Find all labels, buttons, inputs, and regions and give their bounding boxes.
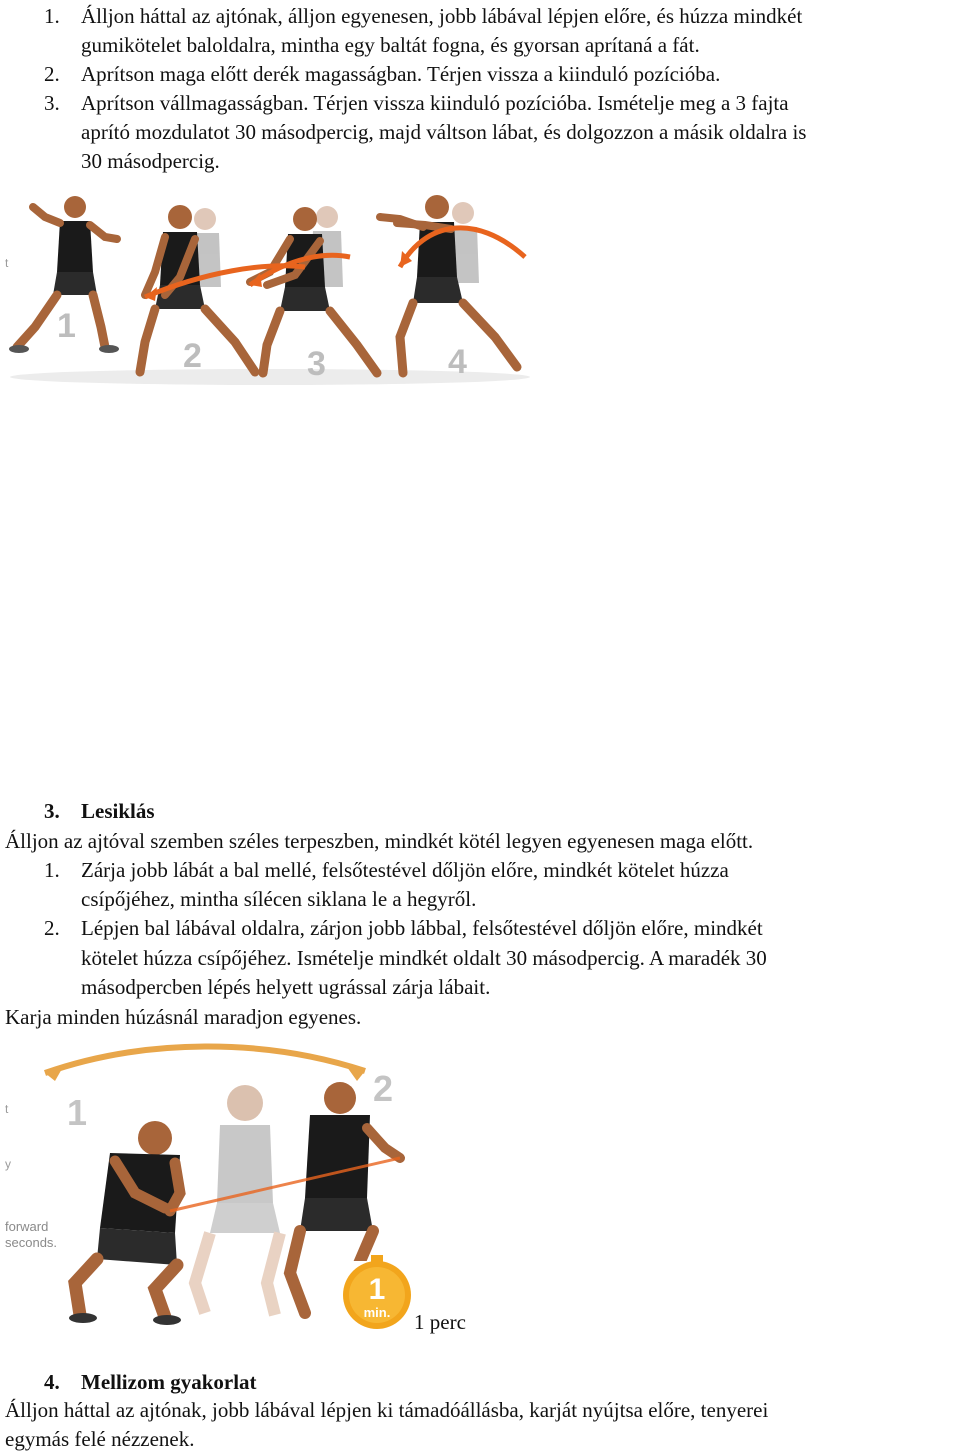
step-1-line-1: Álljon háttal az ajtónak, álljon egyenesen, jobb lábával lépjen előre, és húzza mindkét <box>81 4 803 28</box>
step-3-line-1: Aprítson vállmagasságban. Térjen vissza kiinduló pozícióba. Ismételje meg a 3 fajta <box>81 91 789 115</box>
section-3-intro: Álljon az ajtóval szemben széles terpeszben, mindkét kötél legyen egyenesen maga előtt. <box>5 829 754 853</box>
badge-unit: min. <box>363 1305 391 1320</box>
photo1-label-4: 4 <box>448 343 467 381</box>
stopwatch-icon <box>330 1255 413 1330</box>
s3-step-number-1: 1. <box>44 858 60 882</box>
step-3-line-3: 30 másodpercig. <box>81 149 220 173</box>
photo2-label-2: 2 <box>373 1068 394 1109</box>
photo1-margin-text: t <box>5 256 9 270</box>
section-4-line-1: Álljon háttal az ajtónak, jobb lábával lépjen ki támadóállásba, karját nyújtsa előre, tenyerei <box>5 1398 769 1422</box>
step-1-line-2: gumikötelet baloldalra, mintha egy baltát fogna, és gyorsan aprítaná a fát. <box>81 33 700 57</box>
s3-step-2-line-1: Lépjen bal lábával oldalra, zárjon jobb lábbal, felsőtestével dőljön előre, mindkét <box>81 916 763 940</box>
photo2-label-1: 1 <box>67 1092 88 1133</box>
photo1-label-2: 2 <box>183 337 202 375</box>
photo2-margin-forward: forward <box>5 1219 49 1234</box>
photo2-margin-y: y <box>5 1157 11 1171</box>
s3-step-2-line-2: kötelet húzza csípőjéhez. Ismételje mindkét oldalt 30 másodpercig. A maradék 30 <box>81 946 767 970</box>
step-2-line-1: Aprítson maga előtt derék magasságban. Térjen vissza a kiinduló pozícióba. <box>81 62 721 86</box>
cord-chop-exercise-photo <box>5 177 535 387</box>
photo2-margin-seconds: seconds. <box>5 1235 58 1250</box>
step-number-1: 1. <box>44 4 60 28</box>
s3-step-1-line-2: csípőjéhez, mintha sílécen siklana le a hegyről. <box>81 887 477 911</box>
badge-number: 1 <box>368 1273 386 1306</box>
photo2-margin-t: t <box>5 1102 9 1116</box>
section-4-number: 4. <box>44 1370 60 1394</box>
photo1-label-1: 1 <box>57 307 76 345</box>
section-4-line-2: egymás felé nézzenek. <box>5 1427 195 1451</box>
step-3-line-2: aprító mozdulatot 30 másodpercig, majd váltson lábat, és dolgozzon a másik oldalra is <box>81 120 807 144</box>
s3-step-1-line-1: Zárja jobb lábát a bal mellé, felsőtestével dőljön előre, mindkét kötelet húzza <box>81 858 729 882</box>
s3-step-2-line-3: másodpercben lépés helyett ugrással zárja lábait. <box>81 975 491 999</box>
section-3-heading: Lesiklás <box>81 799 155 823</box>
downhill-squat-exercise-photo <box>5 1033 413 1330</box>
step-number-3: 3. <box>44 91 60 115</box>
step-number-2: 2. <box>44 62 60 86</box>
s3-step-number-2: 2. <box>44 916 60 940</box>
section-3-number: 3. <box>44 799 60 823</box>
section-4-heading: Mellizom gyakorlat <box>81 1370 257 1394</box>
photo1-label-3: 3 <box>307 345 326 383</box>
photo-caption-duration: 1 perc <box>414 1310 466 1334</box>
section-3-note: Karja minden húzásnál maradjon egyenes. <box>5 1005 362 1029</box>
